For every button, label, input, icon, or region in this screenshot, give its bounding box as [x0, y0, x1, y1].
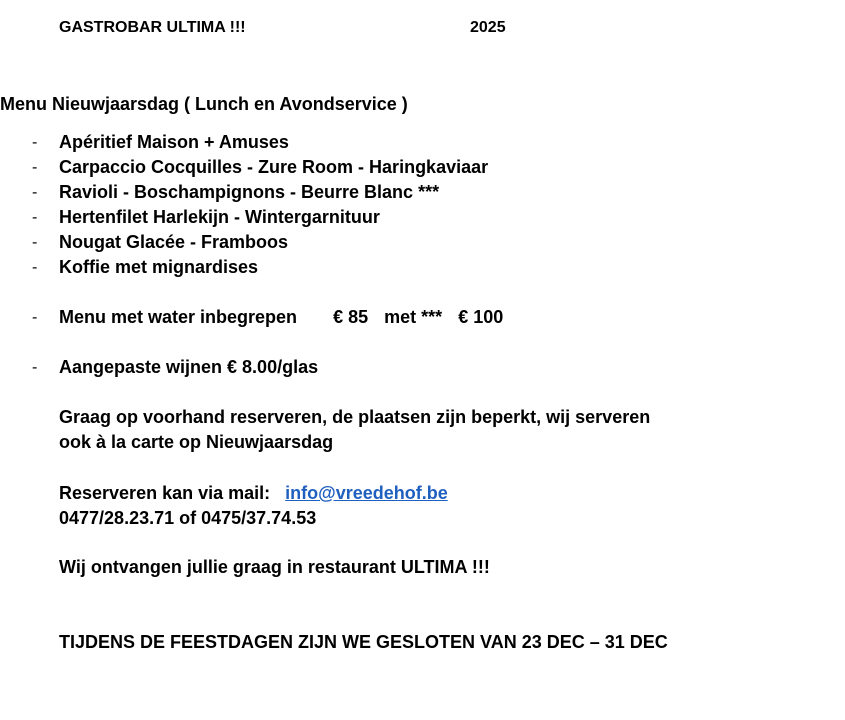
bullet-dash: -	[32, 159, 38, 176]
wine-pairing: Aangepaste wijnen € 8.00/glas	[59, 357, 319, 377]
bullet-dash: -	[32, 134, 38, 151]
bullet-dash: -	[32, 359, 38, 376]
price-option-label: met ***	[384, 307, 443, 327]
course-item: Nougat Glacée - Framboos	[59, 232, 289, 252]
year-label: 2025	[470, 19, 506, 36]
email-link[interactable]: info@vreedehof.be	[285, 483, 448, 503]
price-base: € 85	[333, 307, 369, 327]
bullet-dash: -	[32, 259, 38, 276]
price-line	[59, 307, 503, 328]
course-item: Koffie met mignardises	[59, 257, 259, 277]
bullet-dash: -	[32, 309, 38, 326]
contact-mail-line	[59, 483, 448, 504]
bullet-dash: -	[32, 209, 38, 226]
mail-label: Reserveren kan via mail:	[59, 483, 271, 503]
bullet-dash: -	[32, 184, 38, 201]
course-item: Ravioli - Boschampignons - Beurre Blanc ***	[59, 182, 440, 202]
restaurant-name: GASTROBAR ULTIMA !!!	[59, 19, 246, 36]
price-label: Menu met water inbegrepen	[59, 307, 298, 327]
welcome-message: Wij ontvangen jullie graag in restaurant ULTIMA !!!	[59, 557, 490, 577]
reservation-note-line2: ook à la carte op Nieuwjaarsdag	[59, 432, 334, 452]
phone-numbers: 0477/28.23.71 of 0475/37.74.53	[59, 508, 317, 528]
reservation-note-line1: Graag op voorhand reserveren, de plaatsen zijn beperkt, wij serveren	[59, 407, 651, 427]
menu-title: Menu Nieuwjaarsdag ( Lunch en Avondservice )	[0, 94, 408, 114]
bullet-dash: -	[32, 234, 38, 251]
closing-notice: TIJDENS DE FEESTDAGEN ZIJN WE GESLOTEN VAN 23 DEC – 31 DEC	[59, 632, 668, 652]
course-item: Apéritief Maison + Amuses	[59, 132, 289, 152]
price-option: € 100	[458, 307, 504, 327]
course-item: Carpaccio Cocquilles - Zure Room - Haringkaviaar	[59, 157, 489, 177]
course-item: Hertenfilet Harlekijn - Wintergarnituur	[59, 207, 380, 227]
